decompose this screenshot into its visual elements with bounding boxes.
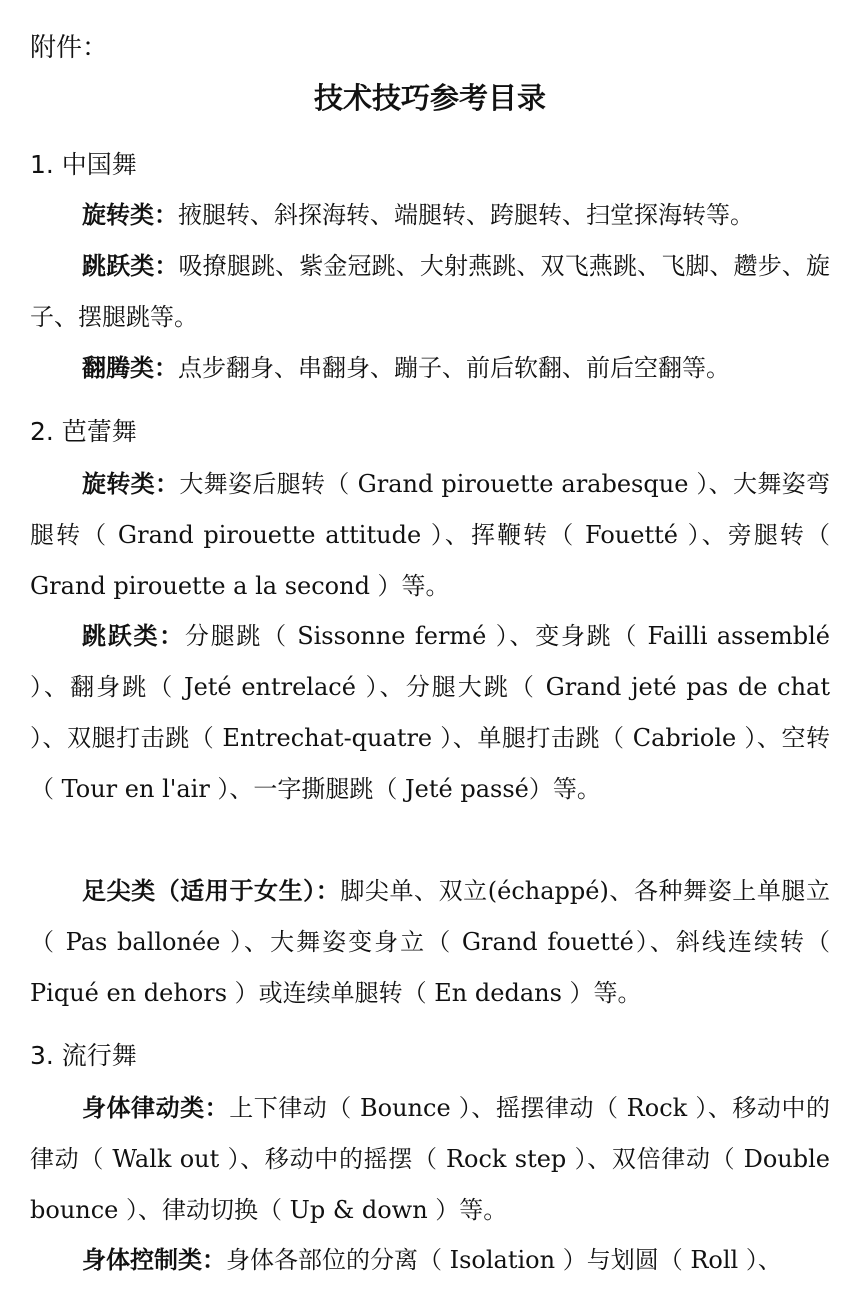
category-label: 跳跃类： xyxy=(82,251,179,280)
paragraph-chinese-rotation xyxy=(30,189,830,241)
category-text: 大舞姿后腿转（ Grand pirouette arabesque ）、大舞姿弯腿转（ Grand pirouette attitude ）、挥鞭转（ Fouetté ）、旁腿转（ Grand pirouette a la second ）等。 xyxy=(30,470,831,600)
category-text: 脚尖单、双立(échappé)、各种舞姿上单腿立（ Pas ballonée ）、大舞姿变身立（ Grand fouetté）、斜线连续转（ Piqué en dehors ）或连续单腿转（ En dedans ）等。 xyxy=(30,877,830,1007)
section-heading-ballet: 2. 芭蕾舞 xyxy=(30,417,137,446)
category-label: 跳跃类： xyxy=(82,621,185,650)
section-heading-chinese-dance: 1. 中国舞 xyxy=(30,150,137,179)
category-label: 身体控制类： xyxy=(82,1245,226,1274)
category-text: 分腿跳（ Sissonne fermé ）、变身跳（ Failli assemblé ）、翻身跳（ Jeté entrelacé ）、分腿大跳（ Grand jeté pas de chat ）、双腿打击跳（ Entrechat-quatre ）、单腿打击跳（ Cabriole ）、空转（ Tour en l'air ）、一字撕腿跳（ Jeté passé）等。 xyxy=(30,622,830,803)
paragraph-chinese-tumble xyxy=(30,342,830,394)
category-text: 吸撩腿跳、紫金冠跳、大射燕跳、双飞燕跳、飞脚、趱步、旋子、摆腿跳等。 xyxy=(30,252,831,331)
paragraph-chinese-jump xyxy=(30,240,830,343)
paragraph-ballet-pointe xyxy=(30,865,830,1019)
attachment-label: 附件： xyxy=(30,33,109,63)
category-label: 足尖类（适用于女生）： xyxy=(82,876,341,905)
category-label: 旋转类： xyxy=(82,200,178,229)
paragraph-pop-groove xyxy=(30,1082,830,1236)
category-label: 旋转类： xyxy=(82,469,180,498)
category-text: 身体各部位的分离（ Isolation ）与划圆（ Roll ）、 xyxy=(226,1246,782,1274)
category-label: 翻腾类： xyxy=(82,353,178,382)
category-text: 点步翻身、串翻身、蹦子、前后软翻、前后空翻等。 xyxy=(178,354,730,382)
paragraph-pop-control xyxy=(30,1234,830,1286)
section-heading-pop-dance: 3. 流行舞 xyxy=(30,1041,137,1070)
category-text: 上下律动（ Bounce ）、摇摆律动（ Rock ）、移动中的律动（ Walk out ）、移动中的摇摆（ Rock step ）、双倍律动（ Double bounce ）、律动切换（ Up & down ）等。 xyxy=(30,1094,830,1224)
paragraph-ballet-rotation xyxy=(30,458,830,612)
paragraph-ballet-jump xyxy=(30,610,830,815)
category-text: 掖腿转、斜探海转、端腿转、跨腿转、扫堂探海转等。 xyxy=(178,201,754,229)
document-title: 技术技巧参考目录 xyxy=(313,81,546,115)
category-label: 身体律动类： xyxy=(82,1093,230,1122)
